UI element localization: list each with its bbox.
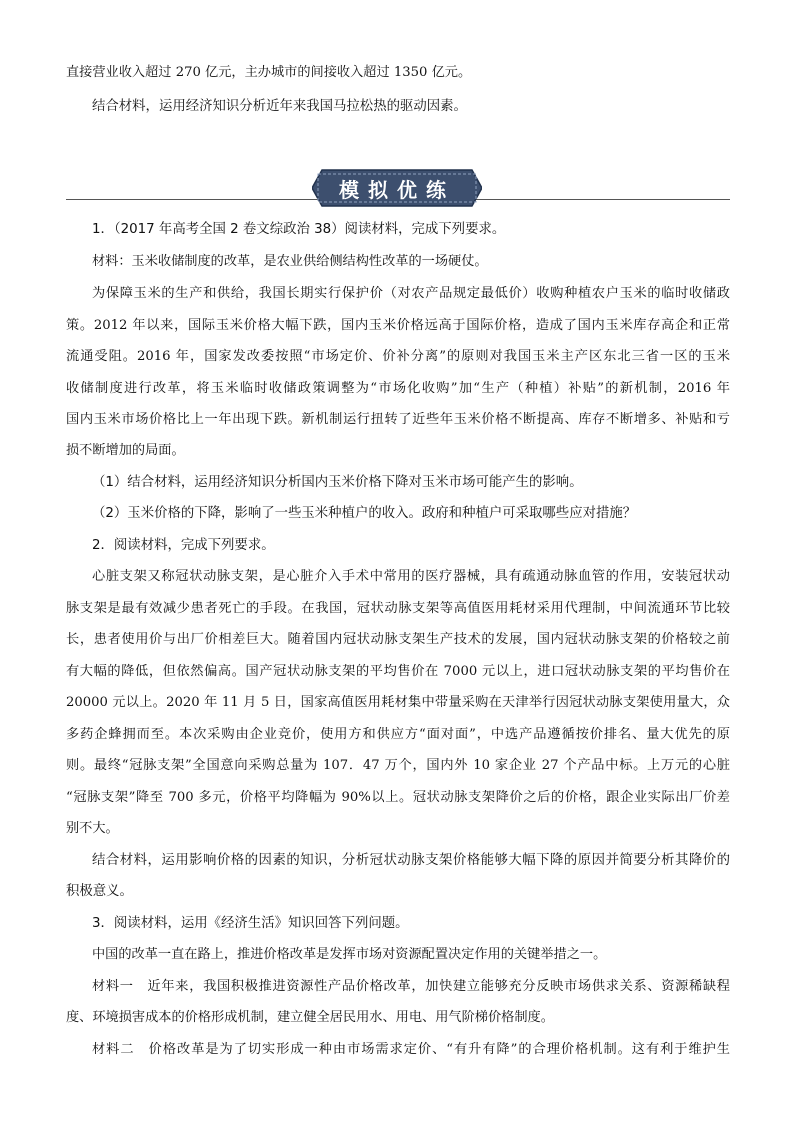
q1-subquestion-1: （1）结合材料，运用经济知识分析国内玉米价格下降对玉米市场可能产生的影响。: [92, 475, 583, 490]
q2-paragraph-line: 心脏支架又称冠状动脉支架，是心脏介入手术中常用的医疗器械，具有疏通动脉血管的作用，安装冠状动: [92, 569, 730, 584]
intro-line: 直接营业收入超过 270 亿元，主办城市的间接收入超过 1350 亿元。: [66, 65, 472, 80]
q3-material-line: 度、环境损害成本的价格形成机制，建立健全居民用水、用电、用气阶梯价格制度。: [66, 1010, 554, 1025]
q1-paragraph-line: 国内玉米市场价格比上一年出现下跌。新机制运行扭转了近些年玉米价格不断提高、库存不断增多、补贴和亏: [66, 412, 730, 427]
q1-material-label: 材料：玉米收储制度的改革，是农业供给侧结构性改革的一场硬仗。: [92, 254, 488, 269]
q1-paragraph-line: 为保障玉米的生产和供给，我国长期实行保护价（对农产品规定最低价）收购种植农户玉米的临时收储政: [92, 286, 730, 301]
q2-paragraph-line: 20000 元以上。2020 年 11 月 5 日，国家高值医用耗材集中带量采购在天津举行因冠状动脉支架使用量大，众: [66, 695, 730, 710]
q2-title: 2．阅读材料，完成下列要求。: [92, 538, 275, 553]
q2-question-line: 结合材料，运用影响价格的因素的知识，分析冠状动脉支架价格能够大幅下降的原因并简要分析其降价的: [92, 853, 730, 868]
q1-paragraph-line: 收储制度进行改革，将玉米临时收储政策调整为“市场化收购”加“生产（种植）补贴”的新机制，2016 年: [66, 381, 730, 396]
q1-title: 1．（2017 年高考全国 2 卷文综政治 38）阅读材料，完成下列要求。: [92, 222, 506, 237]
q1-paragraph-line: 策。2012 年以来，国际玉米价格大幅下跌，国内玉米价格远高于国际价格，造成了国内玉米库存高企和正常: [66, 318, 730, 333]
q2-paragraph-line: 有大幅的降低，但依然偏高。国产冠状动脉支架的平均售价在 7000 元以上，进口冠状动脉支架的平均售价在: [66, 664, 730, 679]
q2-paragraph-line: 脉支架是最有效减少患者死亡的手段。在我国，冠状动脉支架等高值医用耗材采用代理制，中间流通环节比较: [66, 601, 730, 616]
q2-question-line: 积极意义。: [66, 884, 133, 899]
q2-paragraph-line: 长，患者使用价与出厂价相差巨大。随着国内冠状动脉支架生产技术的发展，国内冠状动脉支架的价格较之前: [66, 632, 730, 647]
q3-intro: 中国的改革一直在路上，推进价格改革是发挥市场对资源配置决定作用的关键举措之一。: [92, 947, 607, 962]
intro-question: 结合材料，运用经济知识分析近年来我国马拉松热的驱动因素。: [92, 99, 467, 114]
q1-paragraph-line: 流通受阻。2016 年，国家发改委按照“市场定价、价补分离”的原则对我国玉米主产区东北三省一区的玉米: [66, 349, 730, 364]
q2-paragraph-line: “冠脉支架”降至 700 多元，价格平均降幅为 90%以上。冠状动脉支架降价之后的价格，跟企业实际出厂价差: [66, 790, 730, 805]
q1-subquestion-2: （2）玉米价格的下降，影响了一些玉米种植户的收入。政府和种植户可采取哪些应对措施？: [92, 506, 637, 521]
q2-paragraph-line: 则。最终“冠脉支架”全国意向采购总量为 107．47 万个，国内外 10 家企业 27 个产品中标。上万元的心脏: [66, 758, 730, 773]
q3-material-line: 材料一 近年来，我国积极推进资源性产品价格改革，加快建立能够充分反映市场供求关系、资源稀缺程: [92, 979, 730, 994]
banner-title: 模拟优练: [339, 178, 455, 202]
q3-material-line: 材料二 价格改革是为了切实形成一种由市场需求定价、“有升有降”的合理价格机制。这有利于维护生: [92, 1042, 730, 1057]
q3-title: 3．阅读材料，运用《经济生活》知识回答下列问题。: [92, 916, 409, 931]
section-banner: [312, 168, 482, 208]
q2-paragraph-line: 多药企蜂拥而至。本次采购由企业竞价，使用方和供应方“面对面”，中选产品遵循按价排名、量大优先的原: [66, 727, 730, 742]
q2-paragraph-line: 别不大。: [66, 821, 119, 836]
q1-paragraph-line: 损不断增加的局面。: [66, 443, 185, 458]
